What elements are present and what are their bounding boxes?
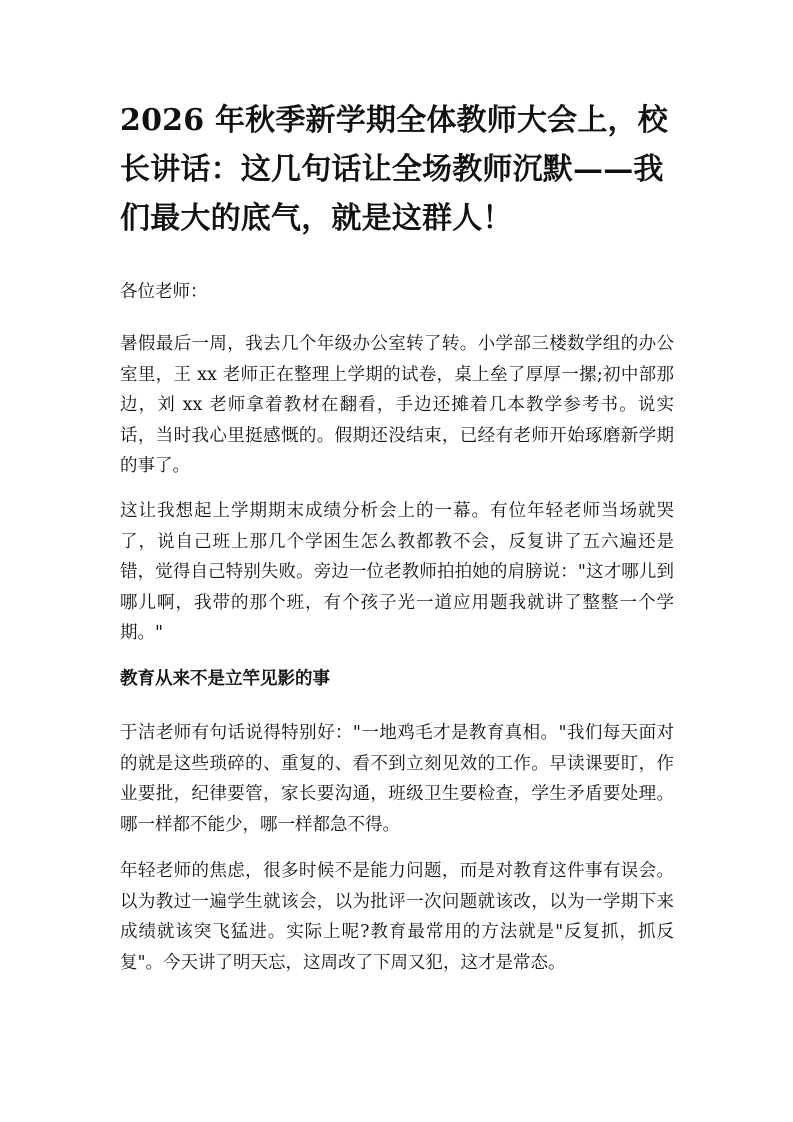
- section-paragraph-2: 年轻老师的焦虑，很多时候不是能力问题，而是对教育这件事有误会。以为教过一遍学生就该会，以为批评一次问题就该改，以为一学期下来成绩就该突飞猛进。实际上呢?教育最常用的方法就是"反复抓，抓反复"。今天讲了明天忘，这周改了下周又犯，这才是常态。: [120, 861, 674, 973]
- paragraph-2: 这让我想起上学期期末成绩分析会上的一幕。有位年轻老师当场就哭了，说自己班上那几个学困生怎么教都教不会，反复讲了五六遍还是错，觉得自己特别失败。旁边一位老教师拍拍她的肩膀说："这才哪儿到哪儿啊，我带的那个班，有个孩子光一道应用题我就讲了整整一个学期。": [120, 501, 674, 643]
- document-title: 2026 年秋季新学期全体教师大会上，校长讲话：这几句话让全场教师沉默——我们最大的底气，就是这群人！: [120, 103, 668, 236]
- paragraph-1: 暑假最后一周，我去几个年级办公室转了转。小学部三楼数学组的办公室里，王 xx 老师正在整理上学期的试卷，桌上垒了厚厚一摞;初中部那边，刘 xx 老师拿着教材在翻看，手边还摊着几本教学参考书。说实话，当时我心里挺感慨的。假期还没结束，已经有老师开始琢磨新学期的事了。: [120, 334, 674, 476]
- greeting: 各位老师：: [120, 282, 208, 302]
- section-heading: 教育从来不是立竿见影的事: [120, 669, 330, 689]
- section-paragraph-1: 于洁老师有句话说得特别好："一地鸡毛才是教育真相。"我们每天面对的就是这些琐碎的、重复的、看不到立刻见效的工作。早读课要盯，作业要批，纪律要管，家长要沟通，班级卫生要检查，学生矛盾要处理。哪一样都不能少，哪一样都急不得。: [120, 723, 674, 835]
